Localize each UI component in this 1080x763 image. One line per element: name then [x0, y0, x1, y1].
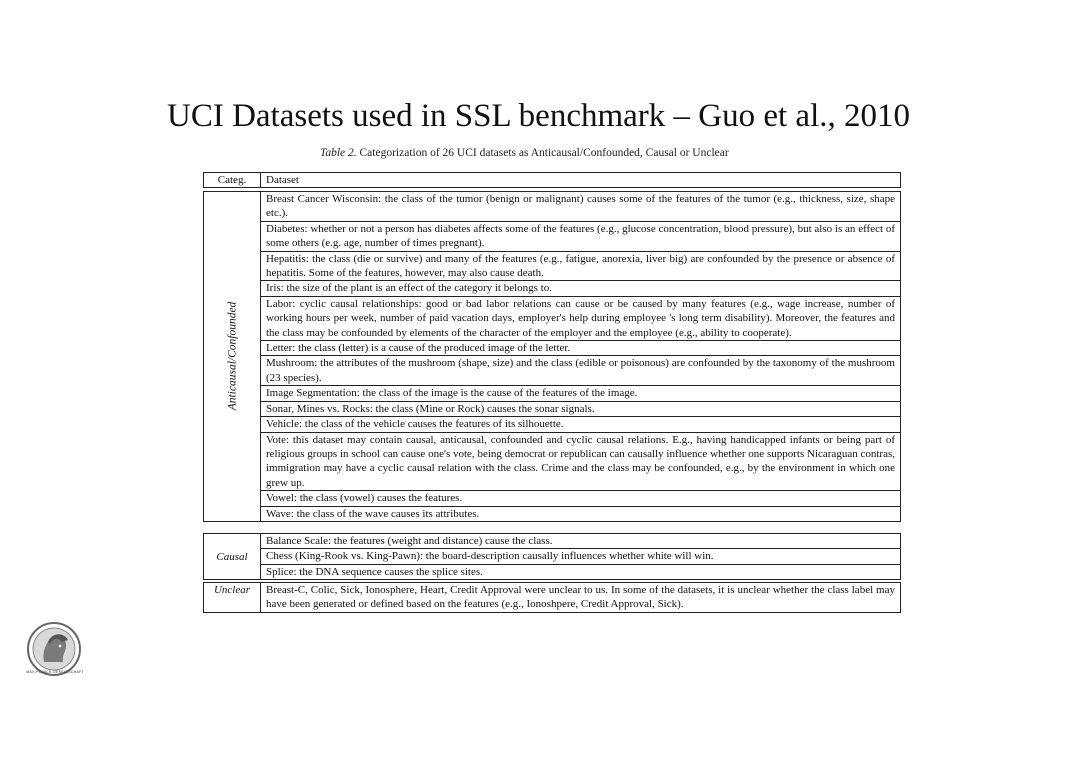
logo-text: MAX-PLANCK-GESELLSCHAFT: [26, 670, 84, 674]
category-cell: [204, 192, 261, 521]
group-anticausal: [203, 191, 901, 522]
header-dataset: Dataset: [266, 174, 299, 186]
group-causal: [203, 533, 901, 580]
dataset-row: Diabetes: whether or not a person has diabetes affects some of the features (e.g., glucose concentration, blood pressure), but also is an effect of some others (e.g. age, number of times pregnant).: [261, 221, 900, 251]
category-label-anticausal: Anticausal/Confounded: [226, 302, 239, 411]
dataset-row: Vehicle: the class of the vehicle causes the features of its silhouette.: [261, 416, 900, 431]
table-header: [203, 172, 901, 188]
table-caption-label: Table 2.: [320, 147, 357, 159]
category-label-unclear: Unclear: [204, 583, 261, 612]
dataset-row: Vowel: the class (vowel) causes the features.: [261, 490, 900, 505]
table-caption-text: Categorization of 26 UCI datasets as Anticausal/Confounded, Causal or Unclear: [356, 147, 729, 159]
dataset-row: Splice: the DNA sequence causes the splice sites.: [261, 564, 900, 579]
slide-title: UCI Datasets used in SSL benchmark – Guo et al., 2010: [167, 98, 910, 134]
dataset-row: Chess (King-Rook vs. King-Pawn): the board-description causally influences whether white will win.: [261, 548, 900, 563]
header-categ: Categ.: [204, 173, 261, 187]
dataset-row: Breast-C, Colic, Sick, Ionosphere, Heart, Credit Approval were unclear to us. In some of the datasets, it is unclear whether the class label may have been generated or defined based on the features (e.g., Ionoshpere, Credit Approval, Sick).: [266, 584, 895, 611]
dataset-row: Balance Scale: the features (weight and distance) cause the class.: [266, 535, 553, 547]
dataset-row: Iris: the size of the plant is an effect of the category it belongs to.: [261, 280, 900, 295]
dataset-row: Vote: this dataset may contain causal, anticausal, confounded and cyclic causal relations. E.g., having handicapped infants or being part of religious groups in school can cause one's vote, being democrat or republican can causally influence whether one supports Nicaraguan contras, immigration may have a cyclic causal relation with the class. Crime and the class may be confounded, e.g., by the environment in which one grew up.: [261, 432, 900, 491]
dataset-row: Breast Cancer Wisconsin: the class of the tumor (benign or malignant) causes some of the features of the tumor (e.g., thickness, size, shape etc.).: [266, 193, 895, 220]
dataset-row: Sonar, Mines vs. Rocks: the class (Mine or Rock) causes the sonar signals.: [261, 401, 900, 416]
dataset-row: Hepatitis: the class (die or survive) and many of the features (e.g., fatigue, anorexia, liver big) are confounded by the presence or absence of hepatitis. Some of the features, however, may also cause death.: [261, 251, 900, 281]
group-unclear: [203, 582, 901, 613]
dataset-row: Mushroom: the attributes of the mushroom (shape, size) and the class (edible or poisonous) are confounded by the taxonomy of the mushroom (23 species).: [261, 355, 900, 385]
dataset-row: Labor: cyclic causal relationships: good or bad labor relations can cause or be caused by many features (e.g., wage increase, number of working hours per week, number of paid vacation days, employer's help during employee 's long term disability). Moreover, the features and the class may be confounded by elements of the character of the employer and the employee (e.g., ability to cooperate).: [261, 296, 900, 340]
dataset-row: Image Segmentation: the class of the image is the cause of the features of the image.: [261, 385, 900, 400]
dataset-row: Wave: the class of the wave causes its attributes.: [261, 506, 900, 521]
dataset-row: Letter: the class (letter) is a cause of the produced image of the letter.: [261, 340, 900, 355]
table-caption: [320, 147, 729, 159]
category-label-causal: Causal: [204, 534, 261, 579]
